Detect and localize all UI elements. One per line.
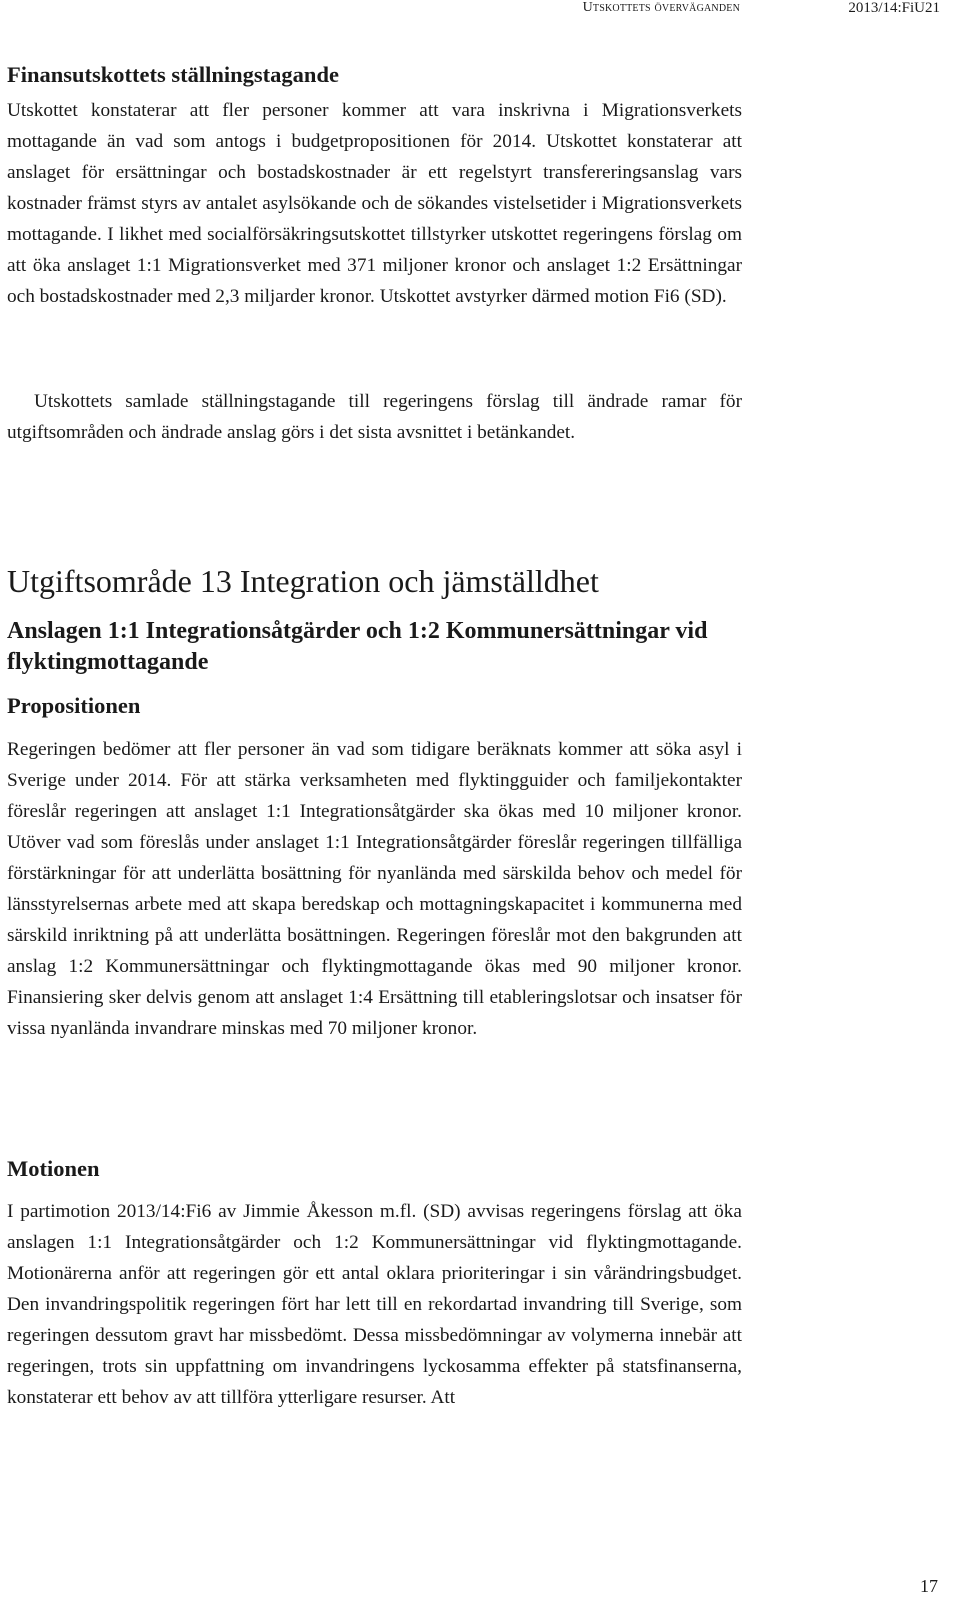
paragraph-proposition: Regeringen bedömer att fler personer än vad som tidigare beräknats kommer att söka asyl i Sverige under 2014. För att stärka verksamheten med flyktingguider och familjekontakter föreslår regeringen att anslaget 1:1 Integrationsåtgärder ska ökas med 10 miljoner kronor. Utöver vad som föreslås under anslaget 1:1 Integrationsåtgärder föreslår regeringen tillfälliga förstärkningar för att underlätta bosättning för nyanlända med särskilda behov och medel för länsstyrelsernas arbete med att skapa beredskap och mottagningskapacitet i kommunerna med särskild inriktning på att underlätta bosättningen. Regeringen föreslår mot den bakgrunden att anslag 1:2 Kommunersättningar och flyktingmottagande ökas med 90 miljoner kronor. Finansiering sker delvis genom att anslaget 1:4 Ersättning till etableringslotsar och insatser för vissa nyanlända invandrare minskas med 70 miljoner kronor. (7, 739, 742, 1039)
paragraph-committee-summary: Utskottets samlade ställningstagande till regeringens förslag till ändrade ramar för utgiftsområden och ändrade anslag görs i det sista avsnittet i betänkandet. (7, 391, 742, 443)
heading-appropriations: Anslagen 1:1 Integrationsåtgärder och 1:2 Kommunersättningar vid flyktingmottagande (7, 618, 708, 675)
heading-expenditure-area-13: Utgiftsområde 13 Integration och jämställdhet (7, 563, 599, 599)
paragraph-motion: I partimotion 2013/14:Fi6 av Jimmie Åkesson m.fl. (SD) avvisas regeringens förslag att öka anslagen 1:1 Integrationsåtgärder och 1:2 Kommunersättningar vid flyktingmottagande. Motionärerna anför att regeringen gör ett antal oklara prioriteringar i sin vårändringsbudget. Den invandringspolitik regeringen fört har lett till en rekordartad invandring till Sverige, som regeringen dessutom gravt har missbedömt. Dessa missbedömningar av volymerna innebär att regeringen, trots sin uppfattning om invandringens lyckosamma effekter på statsfinanserna, konstaterar ett behov av att tillföra ytterligare resurser. Att (7, 1201, 742, 1408)
paragraph-committee-position: Utskottet konstaterar att fler personer kommer att vara inskrivna i Migrationsverkets mottagande än vad som antogs i budgetpropositionen för 2014. Utskottet konstaterar att anslaget för ersättningar och bostadskostnader är ett regelstyrt transfereringsanslag vars kostnader främst styrs av antalet asylsökande och de sökandes vistelsetider i Migrationsverkets mottagande. I likhet med socialförsäkringsutskottet tillstyrker utskottet regeringens förslag om att öka anslaget 1:1 Migrationsverket med 371 miljoner kronor och anslaget 1:2 Ersättningar och bostadskostnader med 2,3 miljarder kronor. Utskottet avstyrker därmed motion Fi6 (SD). (7, 100, 742, 307)
heading-finansutskottets-stallningstagande: Finansutskottets ställningstagande (7, 62, 339, 87)
heading-motionen: Motionen (7, 1156, 100, 1181)
header-section-title: Utskottets överväganden (582, 0, 740, 15)
page-number: 17 (920, 1576, 938, 1596)
header-document-id: 2013/14:FiU21 (848, 0, 940, 16)
heading-propositionen: Propositionen (7, 693, 141, 718)
